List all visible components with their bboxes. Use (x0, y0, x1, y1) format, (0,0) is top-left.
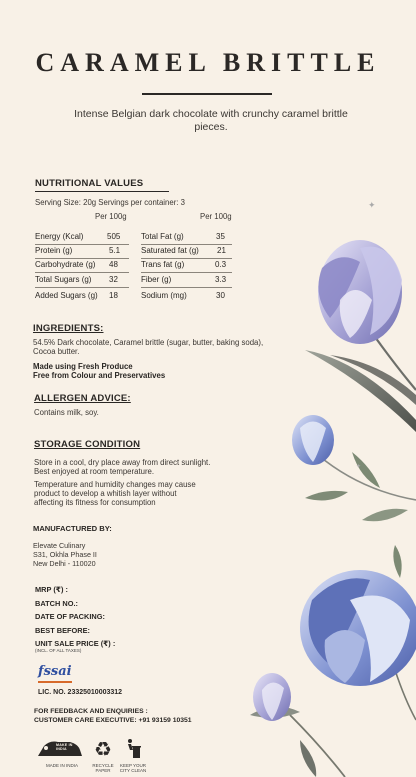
mrp-label: MRP (₹) : (35, 585, 68, 594)
nutrition-row (35, 257, 129, 273)
nutrient-value: 35 (216, 232, 225, 241)
nutrient-value: 32 (109, 275, 118, 284)
customer-care-line: CUSTOMER CARE EXECUTIVE: +91 93159 10351 (34, 717, 192, 724)
ingredients-line-2: Cocoa butter. (33, 347, 80, 356)
nutrient-value: 3.3 (215, 275, 227, 284)
nutrient-value: 30 (216, 291, 225, 300)
svg-text:✦: ✦ (368, 201, 376, 211)
nutrient-value: 18 (109, 291, 118, 300)
fssai-logo-text: fssai (38, 664, 72, 679)
nutrition-row (141, 272, 232, 288)
manufacturer-address-1: S31, Okhla Phase II (33, 550, 97, 559)
nutrient-value: 48 (109, 260, 118, 269)
nutrient-value: 505 (107, 232, 121, 241)
recycle-label: RECYCLE PAPER (92, 763, 114, 773)
nutrition-row (141, 257, 232, 273)
serving-info: Serving Size: 20g Servings per container: 3 (35, 198, 185, 207)
nutrition-heading: NUTRITIONAL VALUES (35, 178, 144, 189)
nutrition-row (35, 288, 129, 303)
nutrition-row (141, 288, 232, 303)
svg-text:✦: ✦ (356, 463, 362, 470)
keep-clean-label-2: CITY CLEAN (119, 768, 147, 773)
manufacturer-address-2: New Delhi - 110020 (33, 559, 96, 568)
recycle-icon: ♻ (94, 737, 112, 761)
allergen-heading: ALLERGEN ADVICE: (34, 393, 131, 404)
nutrient-label: Energy (Kcal) (35, 232, 84, 241)
packing-date-label: DATE OF PACKING: (35, 612, 105, 621)
manufacturer-heading: MANUFACTURED BY: (33, 524, 112, 533)
nutrient-label: Total Sugars (g) (35, 275, 92, 284)
storage-line-2: Best enjoyed at room temperature. (34, 467, 155, 476)
made-in-india-label: MADE IN INDIA (45, 763, 78, 768)
nutrient-label: Saturated fat (g) (141, 246, 199, 255)
nutrient-value: 21 (217, 246, 226, 255)
nutrient-value: 5.1 (109, 246, 121, 255)
manufacturer-name: Elevate Culinary (33, 541, 86, 550)
product-subtitle: Intense Belgian dark chocolate with crunchy caramel brittle pieces. (74, 108, 348, 133)
no-preservatives-note: Free from Colour and Preservatives (33, 371, 166, 380)
dustbin-icon (124, 738, 142, 760)
nutrient-label: Protein (g) (35, 246, 73, 255)
storage-heading: STORAGE CONDITION (34, 439, 141, 450)
nutrient-label: Trans fat (g) (141, 260, 185, 269)
ingredients-line-1: 54.5% Dark chocolate, Caramel brittle (sugar, butter, baking soda), (33, 338, 264, 347)
nutrient-label: Carbohydrate (g) (35, 260, 96, 269)
allergen-text: Contains milk, soy. (34, 408, 99, 417)
nutrition-row (35, 272, 129, 288)
nutrient-value: 0.3 (215, 260, 227, 269)
make-in-india-logo-text: MAKE IN INDIA (56, 743, 73, 751)
batch-label: BATCH NO.: (35, 599, 78, 608)
license-number: LIC. NO. 23325010003312 (38, 689, 123, 696)
storage-line-1: Store in a cool, dry place away from direct sunlight. (34, 458, 211, 467)
nutrient-label: Added Sugars (g) (35, 291, 98, 300)
fssai-underline (38, 681, 72, 683)
best-before-label: BEST BEFORE: (35, 626, 91, 635)
storage-line-5: affecting its fitness for consumption (34, 498, 156, 507)
make-in-india-logo (36, 738, 84, 760)
taxes-note: (INCL. OF ALL TAXES) (35, 648, 82, 653)
feedback-line-1: FOR FEEDBACK AND ENQUIRIES : (34, 708, 148, 715)
nutrition-heading-rule (35, 191, 169, 192)
unit-sale-price-label: UNIT SALE PRICE (₹) : (35, 639, 116, 648)
nutrient-label: Total Fat (g) (141, 232, 184, 241)
nutrient-label: Fiber (g) (141, 275, 172, 284)
nutrient-label: Sodium (mg) (141, 291, 187, 300)
fresh-produce-note: Made using Fresh Produce (33, 362, 133, 371)
ingredients-heading: INGREDIENTS: (33, 323, 104, 334)
storage-line-4: product to develop a whitish layer without (34, 489, 177, 498)
product-title: CARAMEL BRITTLE (35, 48, 381, 77)
per-100g-right: Per 100g (200, 212, 232, 221)
keep-clean-label-1: KEEP YOUR (119, 763, 147, 768)
fssai-logo (36, 664, 76, 684)
per-100g-left: Per 100g (95, 212, 127, 221)
storage-line-3: Temperature and humidity changes may cause (34, 480, 196, 489)
